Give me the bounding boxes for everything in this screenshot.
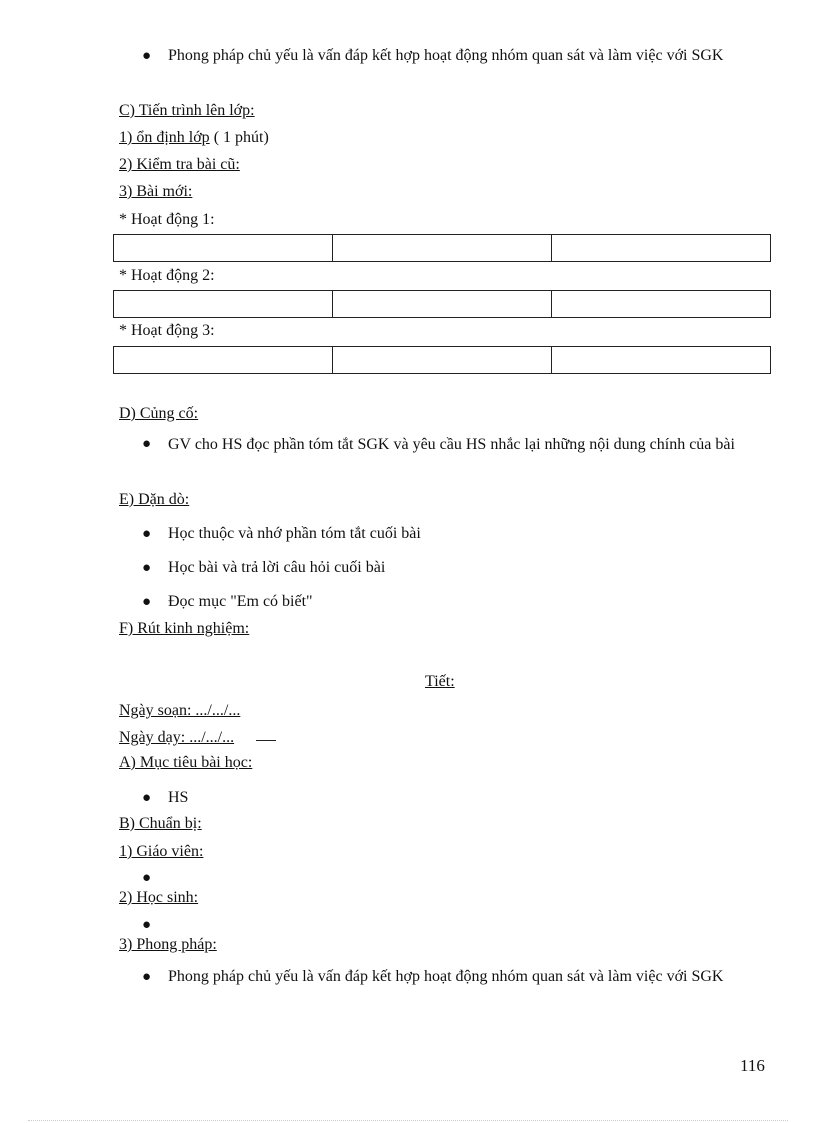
bullet-icon: ● xyxy=(142,48,152,64)
method-bullet-text: Phong pháp chủ yếu là vấn đáp kết hợp hoạt động nhóm quan sát và làm việc với SGK xyxy=(168,47,724,64)
table-cell xyxy=(552,347,771,374)
section-c-title: C) Tiến trình lên lớp: xyxy=(119,102,255,119)
table-cell xyxy=(114,347,333,374)
giao-vien-heading: 1) Giáo viên: xyxy=(119,843,204,860)
ngay-soan: Ngày soạn: .../.../... xyxy=(119,702,241,719)
bullet-icon: ● xyxy=(142,790,152,806)
bullet-icon: ● xyxy=(142,870,152,886)
muc-tieu-bullet: HS xyxy=(168,789,189,806)
hoat-dong-1-label: * Hoạt động 1: xyxy=(119,211,215,228)
phong-phap-bullet-text: Phong pháp chủ yếu là vấn đáp kết hợp hoạt động nhóm quan sát và làm việc với SGK xyxy=(168,968,724,985)
on-dinh-line xyxy=(119,128,269,148)
blank-rule xyxy=(256,740,276,741)
dan-do-item-1: Học thuộc và nhớ phần tóm tắt cuối bài xyxy=(168,525,421,542)
hoat-dong-3-label: * Hoạt động 3: xyxy=(119,322,215,339)
table-cell xyxy=(114,291,333,318)
bai-moi-heading: 3) Bài mới: xyxy=(119,183,193,200)
chuan-bi-heading: B) Chuẩn bị: xyxy=(119,815,202,832)
bullet-icon: ● xyxy=(142,436,152,452)
section-f-title: F) Rút kinh nghiệm: xyxy=(119,620,250,637)
dan-do-item-2: Học bài và trả lời câu hỏi cuối bài xyxy=(168,559,386,576)
hoc-sinh-heading: 2) Học sinh: xyxy=(119,889,199,906)
on-dinh-label: 1) ổn định lớp xyxy=(119,129,210,146)
page-border-dotted xyxy=(28,1120,788,1121)
phong-phap-heading: 3) Phong pháp: xyxy=(119,936,217,953)
table-cell xyxy=(552,235,771,262)
bullet-icon: ● xyxy=(142,969,152,985)
kiem-tra-heading: 2) Kiểm tra bài cũ: xyxy=(119,156,240,173)
cung-co-bullet-text: GV cho HS đọc phần tóm tắt SGK và yêu cầu HS nhắc lại những nội dung chính của bài xyxy=(168,436,735,453)
hoat-dong-2-table xyxy=(113,290,771,318)
table-cell xyxy=(114,235,333,262)
bullet-icon: ● xyxy=(142,560,152,576)
table-cell xyxy=(333,347,552,374)
bullet-icon: ● xyxy=(142,594,152,610)
bullet-icon: ● xyxy=(142,917,152,933)
section-d-title: D) Củng cố: xyxy=(119,405,199,422)
on-dinh-note: ( 1 phút) xyxy=(209,129,269,146)
dan-do-item-3: Đọc mục "Em có biết" xyxy=(168,593,313,610)
table-cell xyxy=(333,235,552,262)
hoat-dong-3-table xyxy=(113,346,771,374)
muc-tieu-heading: A) Mục tiêu bài học: xyxy=(119,754,253,771)
ngay-day: Ngày dạy: .../.../... xyxy=(119,729,235,746)
bullet-icon: ● xyxy=(142,526,152,542)
table-cell xyxy=(552,291,771,318)
tiet-heading: Tiết: xyxy=(425,673,455,690)
page-number: 116 xyxy=(740,1056,765,1075)
table-cell xyxy=(333,291,552,318)
section-e-title: E) Dặn dò: xyxy=(119,491,190,508)
hoat-dong-2-label: * Hoạt động 2: xyxy=(119,267,215,284)
hoat-dong-1-table xyxy=(113,234,771,262)
